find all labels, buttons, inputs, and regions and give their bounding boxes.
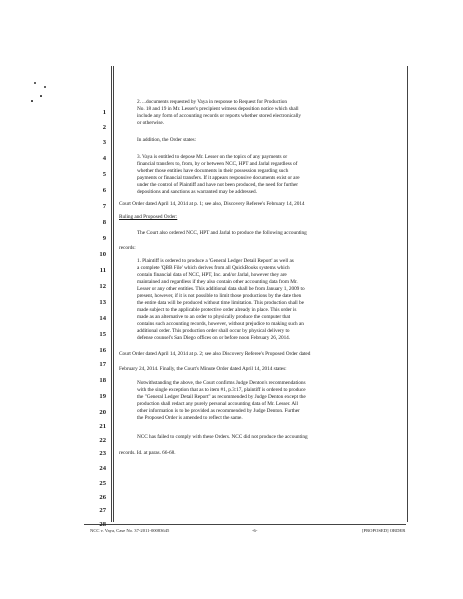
- line-number: 4: [102, 155, 106, 162]
- line-number: 28: [99, 521, 106, 528]
- quote-line: include any form of accounting records or reports whether stored electronically: [137, 113, 302, 119]
- body-line: records:: [119, 245, 136, 251]
- body-line: The Court also ordered NCC, HPT and Jarlal to produce the following accounting: [137, 230, 307, 236]
- quote-line: contains such accounting records, however, without prejudice to making such an: [137, 321, 304, 327]
- quote-line: financial transfers to, from, by or between NCC, HPT and Jarlal regardless of: [137, 161, 298, 167]
- quote-line: contain financial data of NCC, HPT, Inc. and/or Jarlal, however they are: [137, 272, 287, 278]
- line-number: 10: [99, 251, 106, 258]
- line-number: 18: [99, 377, 106, 384]
- line-number: 8: [102, 219, 106, 226]
- quote-line: production shall redact any purely personal accounting data of Mr. Lesser. All: [137, 401, 298, 407]
- line-number: 19: [99, 393, 106, 400]
- footer-page-number: -6-: [252, 528, 258, 533]
- line-number: 14: [99, 315, 106, 322]
- line-number: 12: [99, 283, 106, 290]
- scan-speck: [34, 82, 36, 84]
- quote-line: depositions and sanctions as warranted may be addressed.: [137, 189, 257, 195]
- line-number: 7: [102, 203, 106, 210]
- citation-line: Court Order dated April 14, 2014 at p. 2; see also Discovery Referee's Proposed Order dated: [119, 351, 311, 357]
- scan-speck: [40, 95, 42, 97]
- line-number: 17: [99, 361, 106, 368]
- quote-line: 2. ...documents requested by Vaya in response to Request for Production: [137, 99, 287, 105]
- line-number: 6: [102, 187, 106, 194]
- scan-speck: [44, 86, 46, 88]
- quote-line: a complete 'QBB File' which derives from all QuickBooks systems which: [137, 265, 290, 271]
- quote-line: under the control of Plaintiff and have not been produced, the need for further: [137, 182, 298, 188]
- quote-line: other information is to be provided as recommended by Judge Denton. Further: [137, 408, 300, 414]
- quote-line: made as an alternative to an order to physically produce the computer that: [137, 314, 291, 320]
- line-number: 3: [102, 139, 106, 146]
- ruling-heading: Ruling and Proposed Order:: [119, 214, 178, 220]
- line-number: 25: [99, 480, 106, 487]
- line-number: 1: [102, 109, 106, 116]
- quote-line: maintained and regardless if they also contain other accounting data from Mr.: [137, 279, 298, 285]
- line-number: 26: [99, 494, 106, 501]
- line-number: 21: [99, 423, 106, 430]
- quote-line: Lesser or any other entities. This additional data shall be from January 1, 2009 to: [137, 286, 305, 292]
- quote-line: 3. Vaya is entitled to depose Mr. Lesser on the topics of any payments or: [137, 154, 288, 160]
- line-number: 13: [99, 299, 106, 306]
- quote-line: the Proposed Order is amended to reflect the same.: [137, 415, 243, 421]
- quote-line: Notwithstanding the above, the Court confirms Judge Denton's recommendations: [137, 380, 306, 386]
- line-number: 5: [102, 171, 106, 178]
- line-number: 27: [99, 507, 106, 514]
- line-number: 24: [99, 465, 106, 472]
- citation-line: Court Order dated April 14, 2014 at p. 1; see also, Discovery Referee's February 14, 2014: [119, 201, 305, 207]
- footer-document-title: [PROPOSED] ORDER: [362, 528, 406, 533]
- quote-line: the entire data will be produced without time limitation. This production shall be: [137, 300, 304, 306]
- line-number: 9: [102, 235, 106, 242]
- line-number: 22: [99, 437, 106, 444]
- quote-line: defense counsel's San Diego offices on or before noon February 26, 2014.: [137, 335, 291, 341]
- body-line: NCC has failed to comply with these Orders. NCC did not produce the accounting: [137, 434, 308, 440]
- line-number: 20: [99, 409, 106, 416]
- line-number: 2: [102, 124, 106, 131]
- margin-rule-right: [407, 66, 408, 522]
- line-number: 16: [99, 347, 106, 354]
- margin-rule-left-inner: [113, 66, 114, 522]
- quote-line: made subject to the applicable protective order already in place. This order is: [137, 307, 297, 313]
- margin-rule-left: [111, 66, 112, 522]
- scan-speck: [31, 100, 33, 102]
- quote-line: or otherwise.: [137, 120, 165, 126]
- line-number: 23: [99, 450, 106, 457]
- body-line: records. Id. at paras. 66-68.: [119, 450, 176, 456]
- quote-line: additional order. This production order shall occur by physical delivery to: [137, 328, 290, 334]
- line-number: 11: [99, 267, 106, 274]
- quote-line: payments or financial transfers. If it appears responsive documents exist or are: [137, 175, 300, 181]
- footer-case-caption: NCC v. Vaya, Case No. 37-2011-00083645: [90, 528, 170, 533]
- quote-line: with the single exception that as to item #1, p.3:17, plaintiff is ordered to produce: [137, 387, 306, 393]
- citation-line: February 24, 2014. Finally, the Court's Minute Order dated April 14, 2014 states:: [119, 366, 287, 372]
- quote-line: 1. Plaintiff is ordered to produce a 'General Ledger Detail Report' as well as: [137, 258, 294, 264]
- quote-line: the "General Ledger Detail Report" as recommended by Judge Denton except the: [137, 394, 306, 400]
- line-number: 15: [99, 331, 106, 338]
- in-addition-text: In addition, the Order states:: [137, 137, 196, 143]
- quote-line: present, however, if it is not possible to limit those productions by the date then: [137, 293, 302, 299]
- footer-rule: [84, 524, 406, 525]
- quote-line: whether those entities have documents in their possession regarding such: [137, 168, 289, 174]
- quote-line: No. 18 and 19 in Mr. Lesser's precipient witness deposition notice which shall: [137, 106, 299, 112]
